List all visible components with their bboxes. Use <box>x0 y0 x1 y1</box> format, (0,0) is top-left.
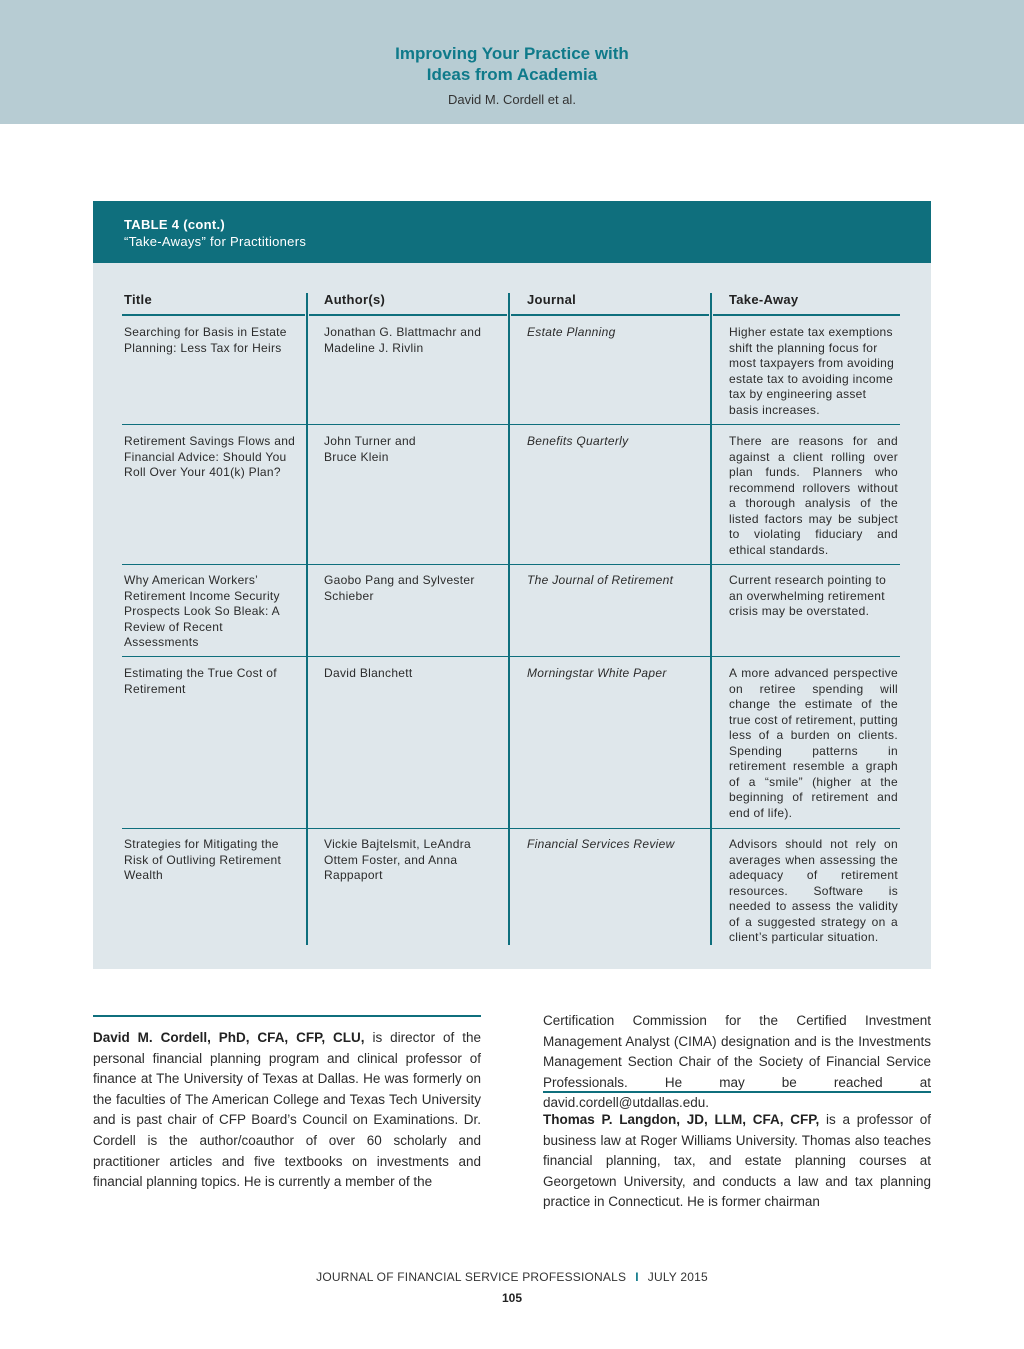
column-header-title: Title <box>124 292 152 307</box>
table-cell-journal: Estate Planning <box>527 325 616 339</box>
article-title-line-2: Ideas from Academia <box>426 65 598 84</box>
table-cell-authors: Gaobo Pang and Sylvester Schieber <box>324 573 475 603</box>
bio-cordell-text: is director of the personal financial planning program and clinical professor of finance at The University of Texas at Dallas. He was formerly on the faculties of The American College and Texas Tech University and is past chair of CFP Board’s Council on Examinations. Dr. Cordell is the author/coauthor of over 60 scholarly and practitioner articles and five textbooks on investments and financial planning topics. He is currently a member of the <box>93 1030 481 1190</box>
article-author: David M. Cordell et al. <box>448 92 576 107</box>
header-rule <box>713 314 900 316</box>
footer-journal: JOURNAL OF FINANCIAL SERVICE PROFESSIONALS <box>316 1270 627 1284</box>
column-header-journal: Journal <box>527 292 577 307</box>
bio-langdon-name: Thomas P. Langdon, JD, LLM, CFA, CFP, <box>543 1112 820 1127</box>
table-cell-authors: David Blanchett <box>324 666 413 680</box>
column-header-takeaway: Take-Away <box>729 292 799 307</box>
footer-separator: I <box>635 1270 639 1284</box>
table-cell-authors: Vickie Bajtelsmit, LeAndra Ottem Foster, and Anna Rappaport <box>324 837 471 882</box>
table-cell-authors: Jonathan G. Blattmachr and Madeline J. Rivlin <box>324 325 482 355</box>
table-cell-title: Retirement Savings Flows and Financial Advice: Should You Roll Over Your 401(k) Plan? <box>124 434 296 479</box>
bio-cordell-name: David M. Cordell, PhD, CFA, CFP, CLU, <box>93 1030 365 1045</box>
column-header-authors: Author(s) <box>324 292 386 307</box>
table-caption: “Take-Aways” for Practitioners <box>124 234 307 249</box>
header-rule <box>511 314 709 316</box>
column-divider <box>710 293 712 945</box>
table-cell-takeaway: Current research pointing to an overwhelming retirement crisis may be overstated. <box>729 573 887 618</box>
row-divider <box>122 424 900 425</box>
bio-langdon-text: is a professor of business law at Roger Williams University. Thomas also teaches financial planning, tax, and estate planning courses at Georgetown University, and conducts a law and tax planning practice in Connecticut. He is former chairman <box>543 1112 931 1210</box>
page-number: 105 <box>501 1291 523 1305</box>
table-cell-takeaway: There are reasons for and against a client rolling over plan funds. Planners who recommend rollovers without a thorough analysis of the listed factors may be subject to violating fiduciary and ethical standards. <box>729 434 898 557</box>
row-divider <box>122 656 900 657</box>
table-cell-title: Estimating the True Cost of Retirement <box>124 666 277 696</box>
table-cell-journal: The Journal of Retirement <box>527 573 674 587</box>
bio-cordell-col1 <box>93 1028 481 1193</box>
table-cell-journal: Benefits Quarterly <box>527 434 629 448</box>
table-cell-title: Why American Workers’ Retirement Income Security Prospects Look So Bleak: A Review of Recent Assessments <box>124 573 280 649</box>
header-rule <box>309 314 507 316</box>
page-footer <box>0 1270 1024 1284</box>
table-cell-authors: John Turner and Bruce Klein <box>324 434 416 464</box>
article-title-line-1: Improving Your Practice with <box>395 44 629 63</box>
bio-cordell-col2: Certification Commission for the Certified Investment Management Analyst (CIMA) designation and is the Investments Management Section Chair of the Society of Financial Service Professionals. He may be reached at david.cordell@utdallas.edu. <box>543 1013 931 1111</box>
bio-langdon <box>543 1110 931 1213</box>
page-header <box>0 0 1024 124</box>
column-divider <box>306 293 308 945</box>
table-cell-journal: Morningstar White Paper <box>527 666 667 680</box>
row-divider <box>122 564 900 565</box>
table-cell-title: Searching for Basis in Estate Planning: Less Tax for Heirs <box>124 325 287 355</box>
footer-date: JULY 2015 <box>647 1270 708 1284</box>
table-cell-title: Strategies for Mitigating the Risk of Outliving Retirement Wealth <box>124 837 282 882</box>
bio-rule-left <box>93 1015 481 1017</box>
table-cell-takeaway: Higher estate tax exemptions shift the planning focus for most taxpayers from avoiding estate tax to avoiding income tax by engineering asset basis increases. <box>729 325 895 417</box>
table-cell-takeaway: Advisors should not rely on averages when assessing the adequacy of retirement resources. Software is needed to assess the validity of a suggested strategy on a client’s particular situation. <box>729 837 898 944</box>
table-cell-journal: Financial Services Review <box>527 837 675 851</box>
table-number: TABLE 4 (cont.) <box>124 217 226 232</box>
row-divider <box>122 828 900 829</box>
column-divider <box>508 293 510 945</box>
table-caption-bar <box>93 201 931 263</box>
table-cell-takeaway: A more advanced perspective on retiree spending will change the estimate of the true cost of retirement, putting less of a burden on clients. Spending patterns in retirement resemble a graph of a “smile” (higher at the beginning of retirement and end of life). <box>729 666 899 820</box>
header-rule <box>122 314 305 316</box>
